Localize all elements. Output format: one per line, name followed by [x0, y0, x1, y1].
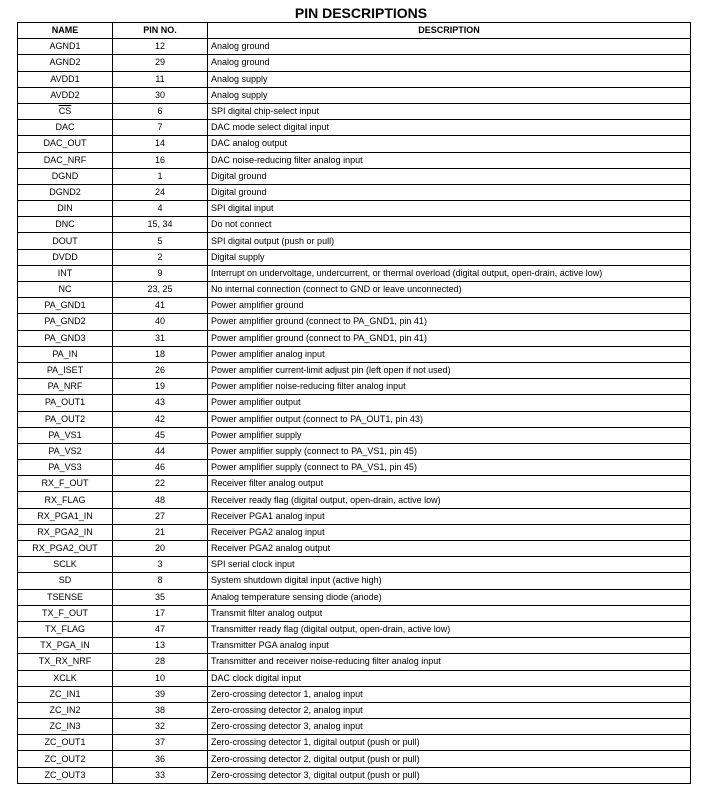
- column-header-description: DESCRIPTION: [208, 23, 691, 39]
- table-row: [18, 184, 691, 200]
- pin-description-cell: Power amplifier noise-reducing filter analog input: [208, 379, 691, 395]
- pin-description-cell: Digital ground: [208, 184, 691, 200]
- pin-name-cell: TX_FLAG: [18, 621, 113, 637]
- table-row: [18, 120, 691, 136]
- table-row: [18, 201, 691, 217]
- pin-name-cell: RX_PGA1_IN: [18, 508, 113, 524]
- pin-number-cell: 26: [113, 362, 208, 378]
- pin-name-cell: PA_ISET: [18, 362, 113, 378]
- pin-number-cell: 12: [113, 39, 208, 55]
- table-row: [18, 87, 691, 103]
- pin-number-cell: 36: [113, 751, 208, 767]
- pin-number-cell: 8: [113, 573, 208, 589]
- pin-number-cell: 29: [113, 55, 208, 71]
- pin-name-cell: TX_PGA_IN: [18, 638, 113, 654]
- pin-name-cell: DOUT: [18, 233, 113, 249]
- pin-number-cell: 14: [113, 136, 208, 152]
- pin-description-cell: DAC mode select digital input: [208, 120, 691, 136]
- pin-number-cell: 23, 25: [113, 282, 208, 298]
- pin-description-cell: Power amplifier ground: [208, 298, 691, 314]
- pin-name-cell: DIN: [18, 201, 113, 217]
- table-row: [18, 508, 691, 524]
- pin-number-cell: 33: [113, 767, 208, 783]
- pin-description-cell: Transmitter and receiver noise-reducing filter analog input: [208, 654, 691, 670]
- pin-number-cell: 27: [113, 508, 208, 524]
- table-row: [18, 443, 691, 459]
- pin-number-cell: 37: [113, 735, 208, 751]
- pin-number-cell: 3: [113, 557, 208, 573]
- pin-number-cell: 22: [113, 476, 208, 492]
- pin-description-cell: Receiver filter analog output: [208, 476, 691, 492]
- table-row: [18, 670, 691, 686]
- pin-name-cell: ZC_OUT2: [18, 751, 113, 767]
- pin-number-cell: 40: [113, 314, 208, 330]
- pin-description-cell: DAC noise-reducing filter analog input: [208, 152, 691, 168]
- table-row: [18, 638, 691, 654]
- table-row: [18, 411, 691, 427]
- table-row: [18, 168, 691, 184]
- pin-name-cell: ZC_OUT3: [18, 767, 113, 783]
- pin-description-cell: Power amplifier current-limit adjust pin (left open if not used): [208, 362, 691, 378]
- pin-description-cell: Digital supply: [208, 249, 691, 265]
- table-row: [18, 702, 691, 718]
- pin-name-cell: $\overline{CS}$: [18, 103, 113, 119]
- pin-description-cell: DAC analog output: [208, 136, 691, 152]
- pin-number-cell: 31: [113, 330, 208, 346]
- column-header-name: NAME: [18, 23, 113, 39]
- table-row: [18, 71, 691, 87]
- pin-name-cell: RX_FLAG: [18, 492, 113, 508]
- pin-number-cell: 7: [113, 120, 208, 136]
- table-row: [18, 524, 691, 540]
- pin-number-cell: 32: [113, 719, 208, 735]
- pin-name-cell: SD: [18, 573, 113, 589]
- table-row: [18, 249, 691, 265]
- table-row: [18, 346, 691, 362]
- pin-description-cell: Power amplifier analog input: [208, 346, 691, 362]
- pin-description-cell: Digital ground: [208, 168, 691, 184]
- table-row: [18, 152, 691, 168]
- pin-name-cell: AGND2: [18, 55, 113, 71]
- pin-name-cell: TX_F_OUT: [18, 605, 113, 621]
- pin-number-cell: 41: [113, 298, 208, 314]
- pin-number-cell: 20: [113, 541, 208, 557]
- table-row: [18, 589, 691, 605]
- pin-description-cell: SPI digital chip-select input: [208, 103, 691, 119]
- pin-name-cell: DVDD: [18, 249, 113, 265]
- pin-name-cell: DAC: [18, 120, 113, 136]
- table-row: [18, 103, 691, 119]
- pin-name-cell: PA_VS2: [18, 443, 113, 459]
- pin-description-cell: Power amplifier output: [208, 395, 691, 411]
- pin-description-cell: Zero-crossing detector 1, analog input: [208, 686, 691, 702]
- table-row: [18, 492, 691, 508]
- table-row: [18, 265, 691, 281]
- pin-number-cell: 48: [113, 492, 208, 508]
- pin-name-cell: DAC_NRF: [18, 152, 113, 168]
- table-row: [18, 298, 691, 314]
- pin-description-cell: Receiver ready flag (digital output, open-drain, active low): [208, 492, 691, 508]
- pin-name-cell: INT: [18, 265, 113, 281]
- pin-description-cell: SPI digital input: [208, 201, 691, 217]
- pin-name-cell: RX_PGA2_IN: [18, 524, 113, 540]
- table-row: [18, 751, 691, 767]
- pin-description-cell: Transmit filter analog output: [208, 605, 691, 621]
- pin-name-cell: ZC_IN2: [18, 702, 113, 718]
- table-row: [18, 314, 691, 330]
- pin-description-cell: Do not connect: [208, 217, 691, 233]
- pin-number-cell: 13: [113, 638, 208, 654]
- pin-description-cell: No internal connection (connect to GND or leave unconnected): [208, 282, 691, 298]
- pin-name-cell: PA_VS1: [18, 427, 113, 443]
- table-row: [18, 767, 691, 783]
- column-header-pin: PIN NO.: [113, 23, 208, 39]
- pin-name-cell: AVDD1: [18, 71, 113, 87]
- pin-description-cell: Zero-crossing detector 1, digital output (push or pull): [208, 735, 691, 751]
- pin-descriptions-table: [17, 22, 691, 784]
- pin-number-cell: 11: [113, 71, 208, 87]
- pin-number-cell: 5: [113, 233, 208, 249]
- pin-name-cell: RX_PGA2_OUT: [18, 541, 113, 557]
- pin-number-cell: 28: [113, 654, 208, 670]
- pin-number-cell: 10: [113, 670, 208, 686]
- table-row: [18, 573, 691, 589]
- pin-number-cell: 43: [113, 395, 208, 411]
- table-row: [18, 541, 691, 557]
- pin-name-cell: DGND2: [18, 184, 113, 200]
- pin-number-cell: 45: [113, 427, 208, 443]
- header-row: [18, 23, 691, 39]
- pin-name-cell: PA_IN: [18, 346, 113, 362]
- table-row: [18, 735, 691, 751]
- pin-name-cell: DGND: [18, 168, 113, 184]
- pin-number-cell: 46: [113, 460, 208, 476]
- pin-description-cell: Power amplifier ground (connect to PA_GND1, pin 41): [208, 314, 691, 330]
- table-row: [18, 39, 691, 55]
- pin-name-cell: PA_VS3: [18, 460, 113, 476]
- pin-number-cell: 21: [113, 524, 208, 540]
- pin-description-cell: Power amplifier supply (connect to PA_VS1, pin 45): [208, 443, 691, 459]
- pin-name-cell: ZC_IN1: [18, 686, 113, 702]
- pin-name-cell: SCLK: [18, 557, 113, 573]
- table-row: [18, 621, 691, 637]
- pin-description-cell: Analog temperature sensing diode (anode): [208, 589, 691, 605]
- pin-number-cell: 19: [113, 379, 208, 395]
- pin-description-cell: System shutdown digital input (active high): [208, 573, 691, 589]
- pin-description-cell: Zero-crossing detector 3, analog input: [208, 719, 691, 735]
- table-row: [18, 686, 691, 702]
- table-row: [18, 476, 691, 492]
- pin-number-cell: 47: [113, 621, 208, 637]
- table-row: [18, 330, 691, 346]
- pin-number-cell: 17: [113, 605, 208, 621]
- pin-name-cell: DAC_OUT: [18, 136, 113, 152]
- pin-description-cell: Analog supply: [208, 87, 691, 103]
- pin-description-cell: Zero-crossing detector 2, analog input: [208, 702, 691, 718]
- pin-description-cell: Zero-crossing detector 3, digital output (push or pull): [208, 767, 691, 783]
- pin-number-cell: 42: [113, 411, 208, 427]
- pin-name-cell: AVDD2: [18, 87, 113, 103]
- pin-name-cell: XCLK: [18, 670, 113, 686]
- pin-description-cell: Transmitter ready flag (digital output, open-drain, active low): [208, 621, 691, 637]
- pin-description-cell: DAC clock digital input: [208, 670, 691, 686]
- table-row: [18, 605, 691, 621]
- pin-name-cell: ZC_IN3: [18, 719, 113, 735]
- page-title: PIN DESCRIPTIONS: [294, 5, 428, 21]
- table-row: [18, 460, 691, 476]
- pin-name-cell: TSENSE: [18, 589, 113, 605]
- pin-name-cell: PA_OUT2: [18, 411, 113, 427]
- table-row: [18, 362, 691, 378]
- pin-description-cell: Receiver PGA2 analog output: [208, 541, 691, 557]
- table-row: [18, 136, 691, 152]
- table-row: [18, 427, 691, 443]
- pin-description-cell: Receiver PGA2 analog input: [208, 524, 691, 540]
- pin-description-cell: Power amplifier output (connect to PA_OUT1, pin 43): [208, 411, 691, 427]
- pin-number-cell: 44: [113, 443, 208, 459]
- pin-description-cell: Transmitter PGA analog input: [208, 638, 691, 654]
- table-row: [18, 557, 691, 573]
- pin-description-cell: Power amplifier ground (connect to PA_GND1, pin 41): [208, 330, 691, 346]
- pin-name-cell: PA_GND1: [18, 298, 113, 314]
- pin-name-cell: DNC: [18, 217, 113, 233]
- pin-name-cell: ZC_OUT1: [18, 735, 113, 751]
- pin-description-cell: Power amplifier supply: [208, 427, 691, 443]
- pin-number-cell: 2: [113, 249, 208, 265]
- pin-name-cell: RX_F_OUT: [18, 476, 113, 492]
- pin-description-cell: Interrupt on undervoltage, undercurrent, or thermal overload (digital output, open-drain, active low): [208, 265, 691, 281]
- pin-name-cell: PA_NRF: [18, 379, 113, 395]
- pin-name-cell: AGND1: [18, 39, 113, 55]
- pin-number-cell: 9: [113, 265, 208, 281]
- table-row: [18, 55, 691, 71]
- pin-description-cell: Analog ground: [208, 39, 691, 55]
- pin-number-cell: 30: [113, 87, 208, 103]
- pin-number-cell: 35: [113, 589, 208, 605]
- pin-description-cell: SPI digital output (push or pull): [208, 233, 691, 249]
- pin-name-cell: PA_GND2: [18, 314, 113, 330]
- pin-number-cell: 15, 34: [113, 217, 208, 233]
- pin-name-cell: TX_RX_NRF: [18, 654, 113, 670]
- table-row: [18, 217, 691, 233]
- pin-name-cell: PA_OUT1: [18, 395, 113, 411]
- table-row: [18, 379, 691, 395]
- table-row: [18, 233, 691, 249]
- table-row: [18, 282, 691, 298]
- pin-description-cell: Zero-crossing detector 2, digital output (push or pull): [208, 751, 691, 767]
- pin-name-cell: NC: [18, 282, 113, 298]
- pin-number-cell: 38: [113, 702, 208, 718]
- pin-number-cell: 4: [113, 201, 208, 217]
- pin-number-cell: 16: [113, 152, 208, 168]
- table-row: [18, 654, 691, 670]
- pin-description-cell: Analog supply: [208, 71, 691, 87]
- pin-number-cell: 24: [113, 184, 208, 200]
- pin-number-cell: 1: [113, 168, 208, 184]
- table-row: [18, 395, 691, 411]
- pin-number-cell: 39: [113, 686, 208, 702]
- table-row: [18, 719, 691, 735]
- pin-name-cell: PA_GND3: [18, 330, 113, 346]
- pin-number-cell: 18: [113, 346, 208, 362]
- pin-number-cell: 6: [113, 103, 208, 119]
- pin-description-cell: SPI serial clock input: [208, 557, 691, 573]
- pin-description-cell: Analog ground: [208, 55, 691, 71]
- pin-description-cell: Power amplifier supply (connect to PA_VS1, pin 45): [208, 460, 691, 476]
- pin-description-cell: Receiver PGA1 analog input: [208, 508, 691, 524]
